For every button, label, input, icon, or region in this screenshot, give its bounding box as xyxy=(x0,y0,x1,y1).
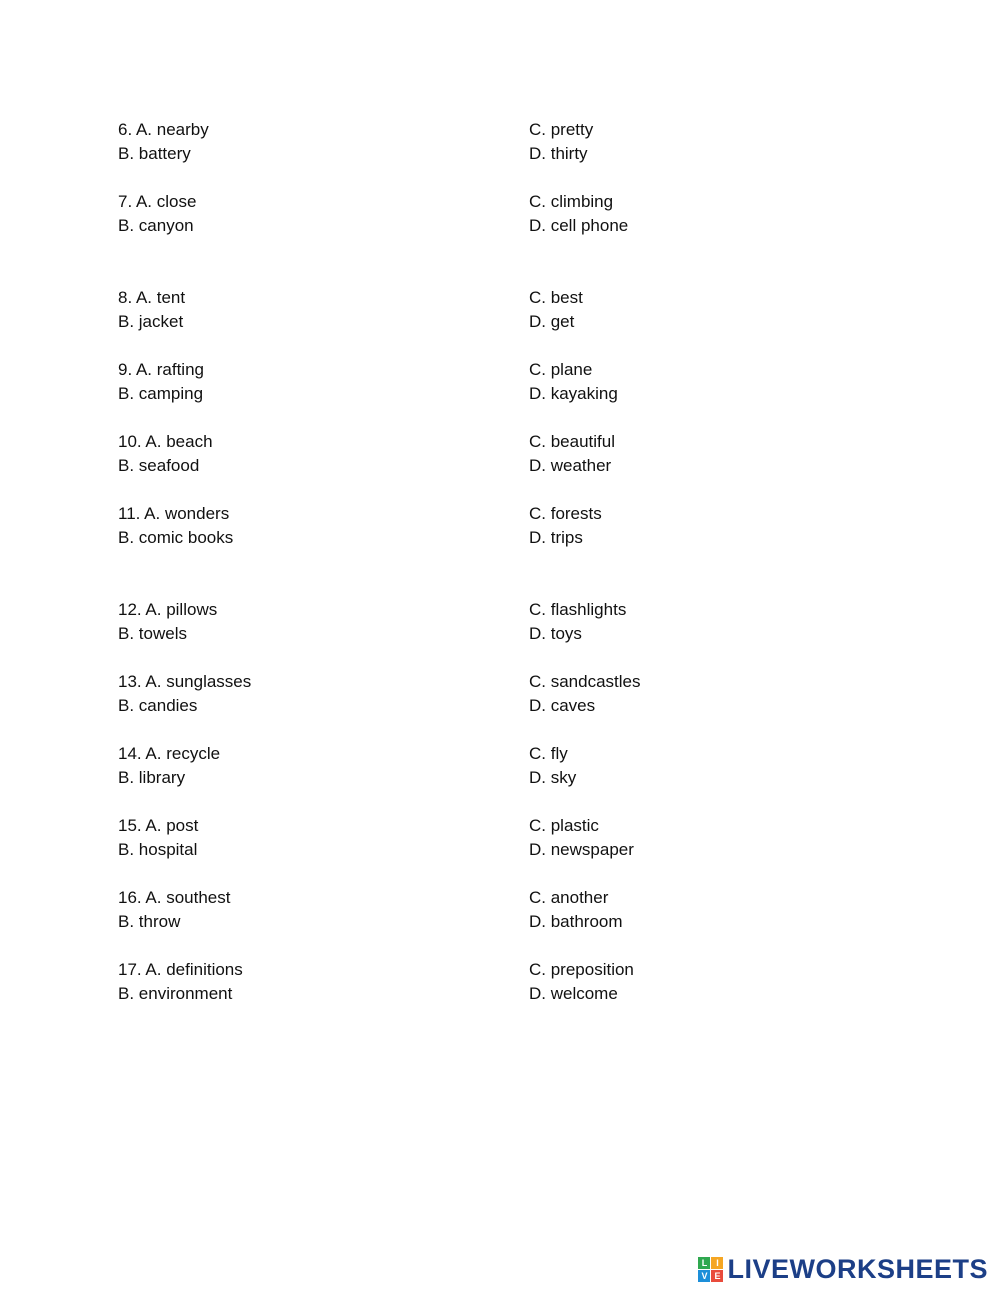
option-b: B. seafood xyxy=(118,456,200,475)
option-b: B. towels xyxy=(118,624,187,643)
option-d: D. weather xyxy=(529,456,612,475)
liveworksheets-logo xyxy=(698,1254,988,1284)
option-c: C. beautiful xyxy=(529,432,615,451)
option-a: 13. A. sunglasses xyxy=(118,672,252,691)
option-b: B. comic books xyxy=(118,528,234,547)
question-12 xyxy=(118,598,718,646)
option-a: 17. A. definitions xyxy=(118,960,243,979)
option-c: C. forests xyxy=(529,504,602,523)
option-c: C. climbing xyxy=(529,192,614,211)
logo-text: LIVEWORKSHEETS xyxy=(727,1253,988,1284)
question-14 xyxy=(118,742,718,790)
option-d: D. kayaking xyxy=(529,384,618,403)
question-11 xyxy=(118,502,718,550)
option-d: D. toys xyxy=(529,624,582,643)
option-d: D. caves xyxy=(529,696,596,715)
option-b: B. environment xyxy=(118,984,233,1003)
option-b: B. camping xyxy=(118,384,204,403)
option-a: 12. A. pillows xyxy=(118,600,218,619)
option-d: D. get xyxy=(529,312,575,331)
option-a: 16. A. southest xyxy=(118,888,231,907)
option-b: B. hospital xyxy=(118,840,198,859)
option-d: D. sky xyxy=(529,768,577,787)
option-b: B. throw xyxy=(118,912,181,931)
question-17 xyxy=(118,958,718,1006)
question-7 xyxy=(118,190,718,238)
question-6 xyxy=(118,118,718,166)
option-a: 7. A. close xyxy=(118,192,197,211)
option-d: D. cell phone xyxy=(529,216,629,235)
option-d: D. trips xyxy=(529,528,583,547)
option-a: 10. A. beach xyxy=(118,432,213,451)
question-9 xyxy=(118,358,718,406)
option-d: D. bathroom xyxy=(529,912,623,931)
option-d: D. newspaper xyxy=(529,840,634,859)
option-c: C. flashlights xyxy=(529,600,627,619)
question-13 xyxy=(118,670,718,718)
option-b: B. battery xyxy=(118,144,191,163)
option-a: 6. A. nearby xyxy=(118,120,209,139)
option-c: C. best xyxy=(529,288,583,307)
option-c: C. pretty xyxy=(529,120,594,139)
question-15 xyxy=(118,814,718,862)
option-c: C. plane xyxy=(529,360,593,379)
option-d: D. thirty xyxy=(529,144,588,163)
question-list xyxy=(118,118,718,1030)
option-a: 11. A. wonders xyxy=(118,504,230,523)
option-b: B. canyon xyxy=(118,216,194,235)
question-8 xyxy=(118,286,718,334)
option-b: B. library xyxy=(118,768,186,787)
option-b: B. candies xyxy=(118,696,198,715)
option-c: C. preposition xyxy=(529,960,634,979)
option-a: 9. A. rafting xyxy=(118,360,204,379)
option-c: C. plastic xyxy=(529,816,599,835)
option-a: 8. A. tent xyxy=(118,288,186,307)
option-c: C. fly xyxy=(529,744,568,763)
logo-mark-icon: L I V E xyxy=(698,1257,723,1282)
option-d: D. welcome xyxy=(529,984,618,1003)
option-c: C. another xyxy=(529,888,609,907)
option-b: B. jacket xyxy=(118,312,184,331)
option-c: C. sandcastles xyxy=(529,672,641,691)
option-a: 14. A. recycle xyxy=(118,744,221,763)
option-a: 15. A. post xyxy=(118,816,199,835)
question-16 xyxy=(118,886,718,934)
question-10 xyxy=(118,430,718,478)
